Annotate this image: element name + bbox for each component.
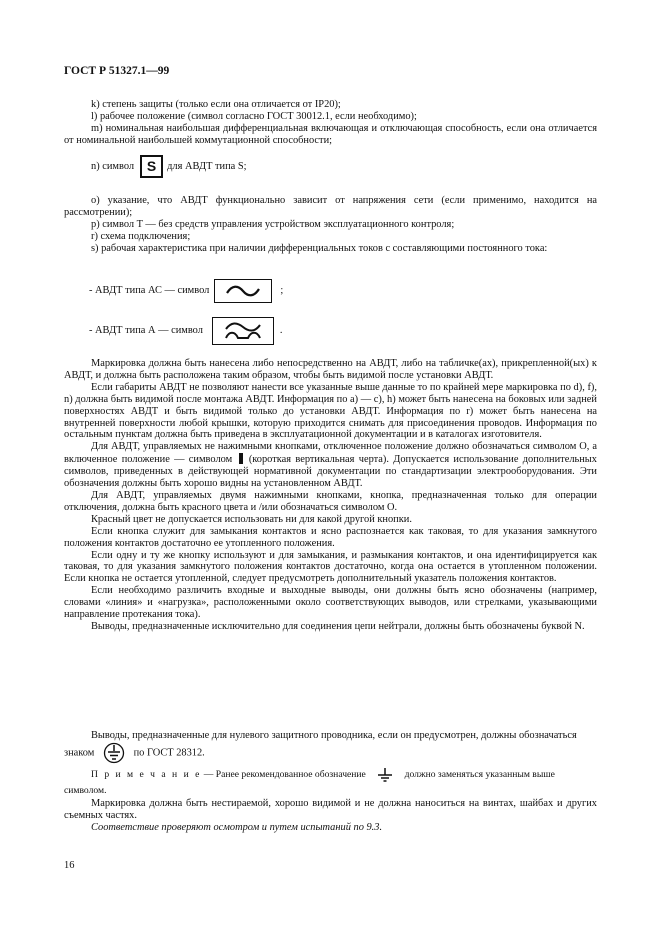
paragraph-red-color: Красный цвет не допускается использовать ни для какой другой кнопки.: [91, 513, 412, 525]
protective-earth-icon: [103, 742, 125, 764]
paragraph-indelible: Маркировка должна быть нестираемой, хорошо видимой и не должна наноситься на винтах, шайбах и других съемных частях.: [64, 798, 597, 821]
item-r: r) схема подключения;: [91, 230, 191, 242]
item-k: k) степень защиты (только если она отличается от IP20);: [91, 99, 341, 110]
a-wave-pulse-icon: [212, 317, 274, 345]
a-type-line: [64, 317, 597, 345]
paragraph-compliance: Соответствие проверяют осмотром и путем испытаний по 9.3.: [91, 821, 383, 833]
final-paragraphs: [64, 798, 597, 834]
a-type-label: - АВДТ типа А — символ: [89, 325, 203, 337]
s-symbol-icon: S: [140, 155, 163, 178]
paragraph-button-closing: Если кнопка служит для замыкания контактов и ясно распознается как таковая, то для указания замкнутого положения контактов достаточно ее утопленного положения.: [64, 525, 597, 549]
item-n-prefix: n) символ: [91, 160, 135, 172]
paragraph-same-button: Если одну и ту же кнопку используют и для замыкания, и размыкания контактов, и она идентифицируется как таковая, то для указания замкнутого положения контактов достаточно, когда она остается в утопленном положении. Если кнопка не остается утопленной, следует предусмотреть дополнительный указатель положения контактов.: [64, 549, 597, 585]
paragraph-non-push-buttons: [64, 441, 597, 490]
note-text-end: должно заменяться указанным выше символом.: [64, 769, 555, 796]
paragraph-marking-location: Маркировка должна быть нанесена либо непосредственно на АВДТ, либо на табличке(ах), прикрепленной(ых) к АВДТ, и должна быть расположена таким образом, чтобы быть видимой после установки АВДТ.: [64, 358, 597, 381]
paragraph-p3-start: Для АВДТ, управляемых не нажимными кнопками, отключенное положение должно обозначаться символом O, а включенное положение — символом: [64, 441, 597, 466]
item-l: l) рабочее положение (символ согласно ГОСТ 30012.1, если необходимо);: [91, 110, 417, 122]
paragraph-dimensions: Если габариты АВДТ не позволяют нанести все указанные выше данные то по крайней мере маркировка по d), f), n) должна быть видимой после монтажа АВДТ. Информация по а) — с), h) может быть нанесена на боковых или задней поверхностях АВДТ и быть видимой только до установки АВДТ. Информация по r) может быть нанесена на внутренней поверхности любой крышки, которую приходится снимать для присоединения проводов. Информация по остальным пунктам должна быть приведена в эксплуатационной документации и в каталогах изготовителя.: [64, 381, 597, 441]
list-block-km: [64, 99, 597, 147]
item-p: p) символ T — без средств управления устройством эксплуатационного контроля;: [91, 218, 455, 230]
page-number: 16: [64, 860, 75, 871]
item-o: o) указание, что АВДТ функционально зависит от напряжения сети (если применимо, находится на рассмотрении);: [64, 195, 597, 218]
ac-type-end: ;: [280, 285, 284, 297]
earth-ground-icon: [376, 767, 394, 783]
vertical-bar-icon: [239, 453, 243, 464]
paragraph-pe-ref: по ГОСТ 28312.: [133, 747, 205, 759]
note-label: П р и м е ч а н и е: [91, 769, 202, 781]
list-block-os: [64, 195, 597, 255]
item-s: s) рабочая характеристика при наличии дифференциальных токов с составляющими постоянного тока:: [91, 242, 548, 254]
ac-type-label: - АВДТ типа АС — символ: [89, 285, 210, 297]
ac-wave-icon: [214, 279, 272, 303]
paragraph-neutral: Выводы, предназначенные исключительно для соединения цепи нейтрали, должны быть обозначены буквой N.: [91, 620, 585, 632]
paragraph-two-push-buttons: Для АВДТ, управляемых двумя нажимными кнопками, кнопка, предназначенная только для операции отключения, должна быть красного цвета и /или обозначаться символом O.: [64, 489, 597, 513]
paragraph-pe-text: Выводы, предназначенные для нулевого защитного проводника, если он предусмотрен, должны обозначаться знаком: [64, 730, 577, 759]
paragraph-p3-end: (короткая вертикальная черта). Допускается использование дополнительных символов, приведенных в действующей нормативной документации по стандартизации электрооборудования. Эти обозначения должны быть хорошо видны на установленном АВДТ.: [64, 454, 597, 490]
paragraph-terminals: Если необходимо различить входные и выходные выводы, они должны быть ясно обозначены (например, словами «линия» и «нагрузка», расположенными около соответствующих выводов, или стрелками, указывающими направление протекания тока).: [64, 585, 597, 621]
document-header: ГОСТ Р 51327.1—99: [64, 65, 170, 77]
item-m: m) номинальная наибольшая дифференциальная включающая и отключающая способность, если она отличается от номинальной наибольшей коммутационной способности;: [64, 122, 597, 146]
item-n: [64, 155, 597, 178]
body-paragraphs: [64, 358, 597, 633]
ac-type-line: [64, 279, 597, 303]
paragraph-protective-conductor: [64, 730, 597, 764]
a-type-end: .: [279, 325, 283, 337]
note-block: [64, 767, 597, 798]
item-n-suffix: для АВДТ типа S;: [167, 160, 247, 172]
note-text: — Ранее рекомендованное обозначение: [203, 769, 366, 781]
